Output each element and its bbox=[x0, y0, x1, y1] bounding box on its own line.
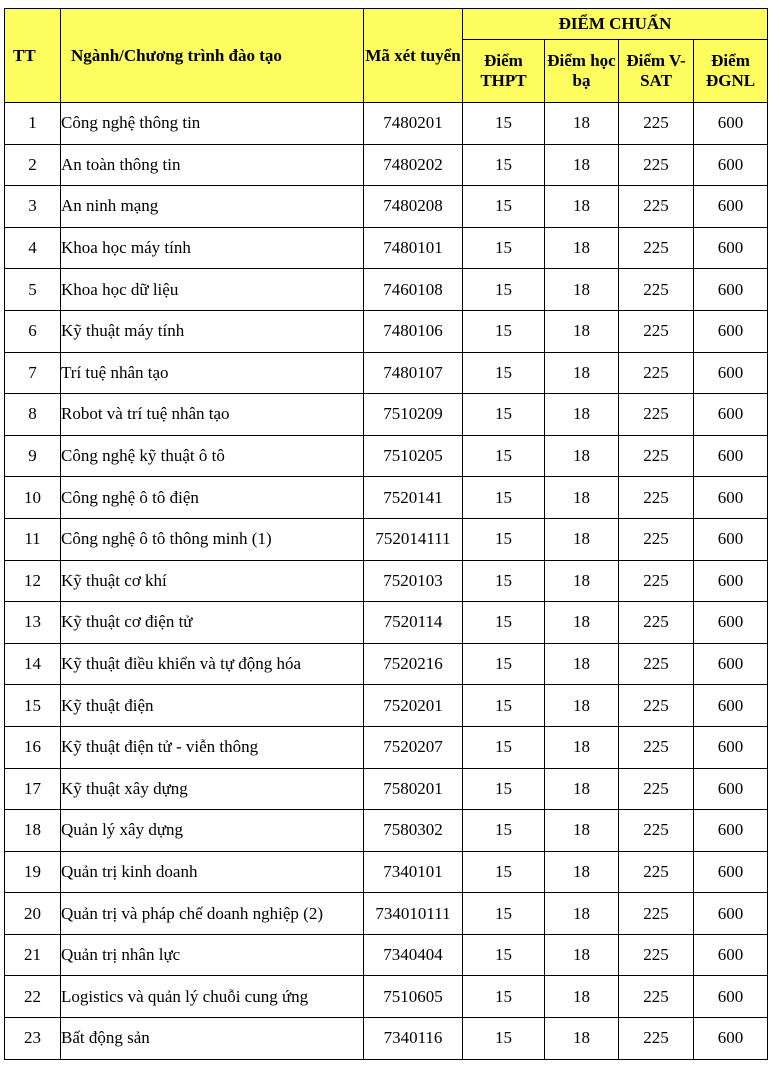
score-thpt: 15 bbox=[463, 810, 545, 852]
score-dgnl: 600 bbox=[694, 602, 768, 644]
score-thpt: 15 bbox=[463, 310, 545, 352]
admission-code: 7520114 bbox=[364, 602, 463, 644]
score-thpt: 15 bbox=[463, 227, 545, 269]
score-thpt: 15 bbox=[463, 851, 545, 893]
score-hocba: 18 bbox=[545, 602, 619, 644]
row-number: 9 bbox=[5, 435, 61, 477]
score-thpt: 15 bbox=[463, 103, 545, 145]
score-hocba: 18 bbox=[545, 1018, 619, 1060]
row-number: 13 bbox=[5, 602, 61, 644]
program-name: Kỹ thuật xây dựng bbox=[61, 768, 364, 810]
score-vsat: 225 bbox=[619, 186, 694, 228]
row-number: 5 bbox=[5, 269, 61, 311]
score-thpt: 15 bbox=[463, 893, 545, 935]
score-thpt: 15 bbox=[463, 477, 545, 519]
score-thpt: 15 bbox=[463, 976, 545, 1018]
score-vsat: 225 bbox=[619, 310, 694, 352]
score-dgnl: 600 bbox=[694, 810, 768, 852]
row-number: 6 bbox=[5, 310, 61, 352]
admission-code: 7510209 bbox=[364, 394, 463, 436]
score-hocba: 18 bbox=[545, 103, 619, 145]
table-row bbox=[5, 352, 768, 394]
admission-code: 7510605 bbox=[364, 976, 463, 1018]
admission-code: 7480208 bbox=[364, 186, 463, 228]
header-vsat: Điểm V-SAT bbox=[619, 40, 694, 103]
program-name: Quản trị và pháp chế doanh nghiệp (2) bbox=[61, 893, 364, 935]
score-vsat: 225 bbox=[619, 103, 694, 145]
score-hocba: 18 bbox=[545, 477, 619, 519]
admission-code: 7340404 bbox=[364, 934, 463, 976]
score-dgnl: 600 bbox=[694, 685, 768, 727]
row-number: 11 bbox=[5, 518, 61, 560]
score-hocba: 18 bbox=[545, 685, 619, 727]
program-name: Công nghệ ô tô điện bbox=[61, 477, 364, 519]
program-name: Robot và trí tuệ nhân tạo bbox=[61, 394, 364, 436]
row-number: 3 bbox=[5, 186, 61, 228]
program-name: Quản lý xây dựng bbox=[61, 810, 364, 852]
score-hocba: 18 bbox=[545, 893, 619, 935]
row-number: 19 bbox=[5, 851, 61, 893]
table-row bbox=[5, 560, 768, 602]
program-name: Công nghệ kỹ thuật ô tô bbox=[61, 435, 364, 477]
score-hocba: 18 bbox=[545, 144, 619, 186]
score-dgnl: 600 bbox=[694, 186, 768, 228]
header-code: Mã xét tuyển bbox=[364, 9, 463, 103]
admission-code: 7480202 bbox=[364, 144, 463, 186]
score-thpt: 15 bbox=[463, 602, 545, 644]
table-row bbox=[5, 685, 768, 727]
table-row bbox=[5, 934, 768, 976]
admission-code: 7520201 bbox=[364, 685, 463, 727]
score-hocba: 18 bbox=[545, 435, 619, 477]
row-number: 17 bbox=[5, 768, 61, 810]
table-row bbox=[5, 186, 768, 228]
program-name: Kỹ thuật điện bbox=[61, 685, 364, 727]
table-row bbox=[5, 477, 768, 519]
score-dgnl: 600 bbox=[694, 103, 768, 145]
score-dgnl: 600 bbox=[694, 768, 768, 810]
score-vsat: 225 bbox=[619, 934, 694, 976]
score-vsat: 225 bbox=[619, 477, 694, 519]
row-number: 16 bbox=[5, 726, 61, 768]
score-vsat: 225 bbox=[619, 643, 694, 685]
score-vsat: 225 bbox=[619, 394, 694, 436]
row-number: 14 bbox=[5, 643, 61, 685]
program-name: Công nghệ thông tin bbox=[61, 103, 364, 145]
table-row bbox=[5, 643, 768, 685]
row-number: 22 bbox=[5, 976, 61, 1018]
program-name: Khoa học dữ liệu bbox=[61, 269, 364, 311]
score-vsat: 225 bbox=[619, 560, 694, 602]
admission-code: 7340116 bbox=[364, 1018, 463, 1060]
row-number: 8 bbox=[5, 394, 61, 436]
header-tt: TT bbox=[5, 9, 61, 103]
program-name: Kỹ thuật cơ khí bbox=[61, 560, 364, 602]
score-thpt: 15 bbox=[463, 1018, 545, 1060]
score-hocba: 18 bbox=[545, 976, 619, 1018]
score-hocba: 18 bbox=[545, 518, 619, 560]
table-row bbox=[5, 435, 768, 477]
score-thpt: 15 bbox=[463, 352, 545, 394]
admission-code: 7460108 bbox=[364, 269, 463, 311]
program-name: Kỹ thuật điều khiển và tự động hóa bbox=[61, 643, 364, 685]
row-number: 7 bbox=[5, 352, 61, 394]
score-vsat: 225 bbox=[619, 726, 694, 768]
score-thpt: 15 bbox=[463, 768, 545, 810]
score-vsat: 225 bbox=[619, 435, 694, 477]
score-thpt: 15 bbox=[463, 144, 545, 186]
score-hocba: 18 bbox=[545, 726, 619, 768]
score-thpt: 15 bbox=[463, 186, 545, 228]
score-thpt: 15 bbox=[463, 560, 545, 602]
admission-code: 7580201 bbox=[364, 768, 463, 810]
score-vsat: 225 bbox=[619, 810, 694, 852]
score-dgnl: 600 bbox=[694, 144, 768, 186]
score-dgnl: 600 bbox=[694, 518, 768, 560]
program-name: Trí tuệ nhân tạo bbox=[61, 352, 364, 394]
score-vsat: 225 bbox=[619, 602, 694, 644]
score-hocba: 18 bbox=[545, 186, 619, 228]
score-dgnl: 600 bbox=[694, 934, 768, 976]
row-number: 15 bbox=[5, 685, 61, 727]
admission-score-table bbox=[4, 8, 768, 1060]
score-vsat: 225 bbox=[619, 269, 694, 311]
program-name: Quản trị nhân lực bbox=[61, 934, 364, 976]
score-dgnl: 600 bbox=[694, 269, 768, 311]
header-hocba: Điểm học bạ bbox=[545, 40, 619, 103]
score-thpt: 15 bbox=[463, 269, 545, 311]
table-row bbox=[5, 227, 768, 269]
score-hocba: 18 bbox=[545, 269, 619, 311]
score-hocba: 18 bbox=[545, 560, 619, 602]
score-thpt: 15 bbox=[463, 934, 545, 976]
table-row bbox=[5, 144, 768, 186]
score-dgnl: 600 bbox=[694, 976, 768, 1018]
row-number: 20 bbox=[5, 893, 61, 935]
admission-code: 7520207 bbox=[364, 726, 463, 768]
program-name: Logistics và quản lý chuỗi cung ứng bbox=[61, 976, 364, 1018]
table-row bbox=[5, 768, 768, 810]
score-dgnl: 600 bbox=[694, 227, 768, 269]
table-row bbox=[5, 602, 768, 644]
table-row bbox=[5, 726, 768, 768]
header-thpt: Điểm THPT bbox=[463, 40, 545, 103]
admission-code: 7580302 bbox=[364, 810, 463, 852]
table-row bbox=[5, 893, 768, 935]
score-hocba: 18 bbox=[545, 643, 619, 685]
score-vsat: 225 bbox=[619, 768, 694, 810]
score-dgnl: 600 bbox=[694, 435, 768, 477]
table-row bbox=[5, 394, 768, 436]
program-name: Công nghệ ô tô thông minh (1) bbox=[61, 518, 364, 560]
table-row bbox=[5, 310, 768, 352]
score-dgnl: 600 bbox=[694, 893, 768, 935]
admission-code: 7480107 bbox=[364, 352, 463, 394]
admission-code: 7480101 bbox=[364, 227, 463, 269]
program-name: Kỹ thuật cơ điện tử bbox=[61, 602, 364, 644]
admission-code: 7510205 bbox=[364, 435, 463, 477]
score-thpt: 15 bbox=[463, 518, 545, 560]
score-thpt: 15 bbox=[463, 435, 545, 477]
score-vsat: 225 bbox=[619, 976, 694, 1018]
program-name: An toàn thông tin bbox=[61, 144, 364, 186]
score-thpt: 15 bbox=[463, 726, 545, 768]
row-number: 2 bbox=[5, 144, 61, 186]
score-vsat: 225 bbox=[619, 144, 694, 186]
table-row bbox=[5, 851, 768, 893]
score-hocba: 18 bbox=[545, 768, 619, 810]
program-name: Bất động sản bbox=[61, 1018, 364, 1060]
score-dgnl: 600 bbox=[694, 851, 768, 893]
program-name: An ninh mạng bbox=[61, 186, 364, 228]
score-dgnl: 600 bbox=[694, 310, 768, 352]
admission-code: 7520103 bbox=[364, 560, 463, 602]
row-number: 21 bbox=[5, 934, 61, 976]
score-vsat: 225 bbox=[619, 352, 694, 394]
program-name: Kỹ thuật máy tính bbox=[61, 310, 364, 352]
row-number: 12 bbox=[5, 560, 61, 602]
row-number: 23 bbox=[5, 1018, 61, 1060]
score-dgnl: 600 bbox=[694, 726, 768, 768]
header-program: Ngành/Chương trình đào tạo bbox=[61, 9, 364, 103]
score-thpt: 15 bbox=[463, 394, 545, 436]
score-hocba: 18 bbox=[545, 810, 619, 852]
score-vsat: 225 bbox=[619, 893, 694, 935]
score-hocba: 18 bbox=[545, 310, 619, 352]
score-hocba: 18 bbox=[545, 352, 619, 394]
score-thpt: 15 bbox=[463, 685, 545, 727]
score-hocba: 18 bbox=[545, 851, 619, 893]
program-name: Khoa học máy tính bbox=[61, 227, 364, 269]
score-vsat: 225 bbox=[619, 685, 694, 727]
header-dgnl: Điểm ĐGNL bbox=[694, 40, 768, 103]
program-name: Quản trị kinh doanh bbox=[61, 851, 364, 893]
table-row bbox=[5, 976, 768, 1018]
score-dgnl: 600 bbox=[694, 477, 768, 519]
score-dgnl: 600 bbox=[694, 352, 768, 394]
score-thpt: 15 bbox=[463, 643, 545, 685]
score-dgnl: 600 bbox=[694, 560, 768, 602]
score-vsat: 225 bbox=[619, 851, 694, 893]
program-name: Kỹ thuật điện tử - viễn thông bbox=[61, 726, 364, 768]
score-dgnl: 600 bbox=[694, 394, 768, 436]
table-row bbox=[5, 810, 768, 852]
score-vsat: 225 bbox=[619, 1018, 694, 1060]
admission-code: 7340101 bbox=[364, 851, 463, 893]
admission-code: 7480201 bbox=[364, 103, 463, 145]
score-vsat: 225 bbox=[619, 518, 694, 560]
row-number: 18 bbox=[5, 810, 61, 852]
score-dgnl: 600 bbox=[694, 1018, 768, 1060]
admission-code: 7480106 bbox=[364, 310, 463, 352]
table-row bbox=[5, 518, 768, 560]
row-number: 10 bbox=[5, 477, 61, 519]
score-dgnl: 600 bbox=[694, 643, 768, 685]
table-row bbox=[5, 103, 768, 145]
row-number: 1 bbox=[5, 103, 61, 145]
header-score-group: ĐIỂM CHUẨN bbox=[463, 9, 768, 40]
admission-code: 7520141 bbox=[364, 477, 463, 519]
table-row bbox=[5, 1018, 768, 1060]
score-hocba: 18 bbox=[545, 934, 619, 976]
row-number: 4 bbox=[5, 227, 61, 269]
score-hocba: 18 bbox=[545, 394, 619, 436]
admission-code: 734010111 bbox=[364, 893, 463, 935]
score-hocba: 18 bbox=[545, 227, 619, 269]
admission-code: 752014111 bbox=[364, 518, 463, 560]
table-row bbox=[5, 269, 768, 311]
score-vsat: 225 bbox=[619, 227, 694, 269]
admission-code: 7520216 bbox=[364, 643, 463, 685]
